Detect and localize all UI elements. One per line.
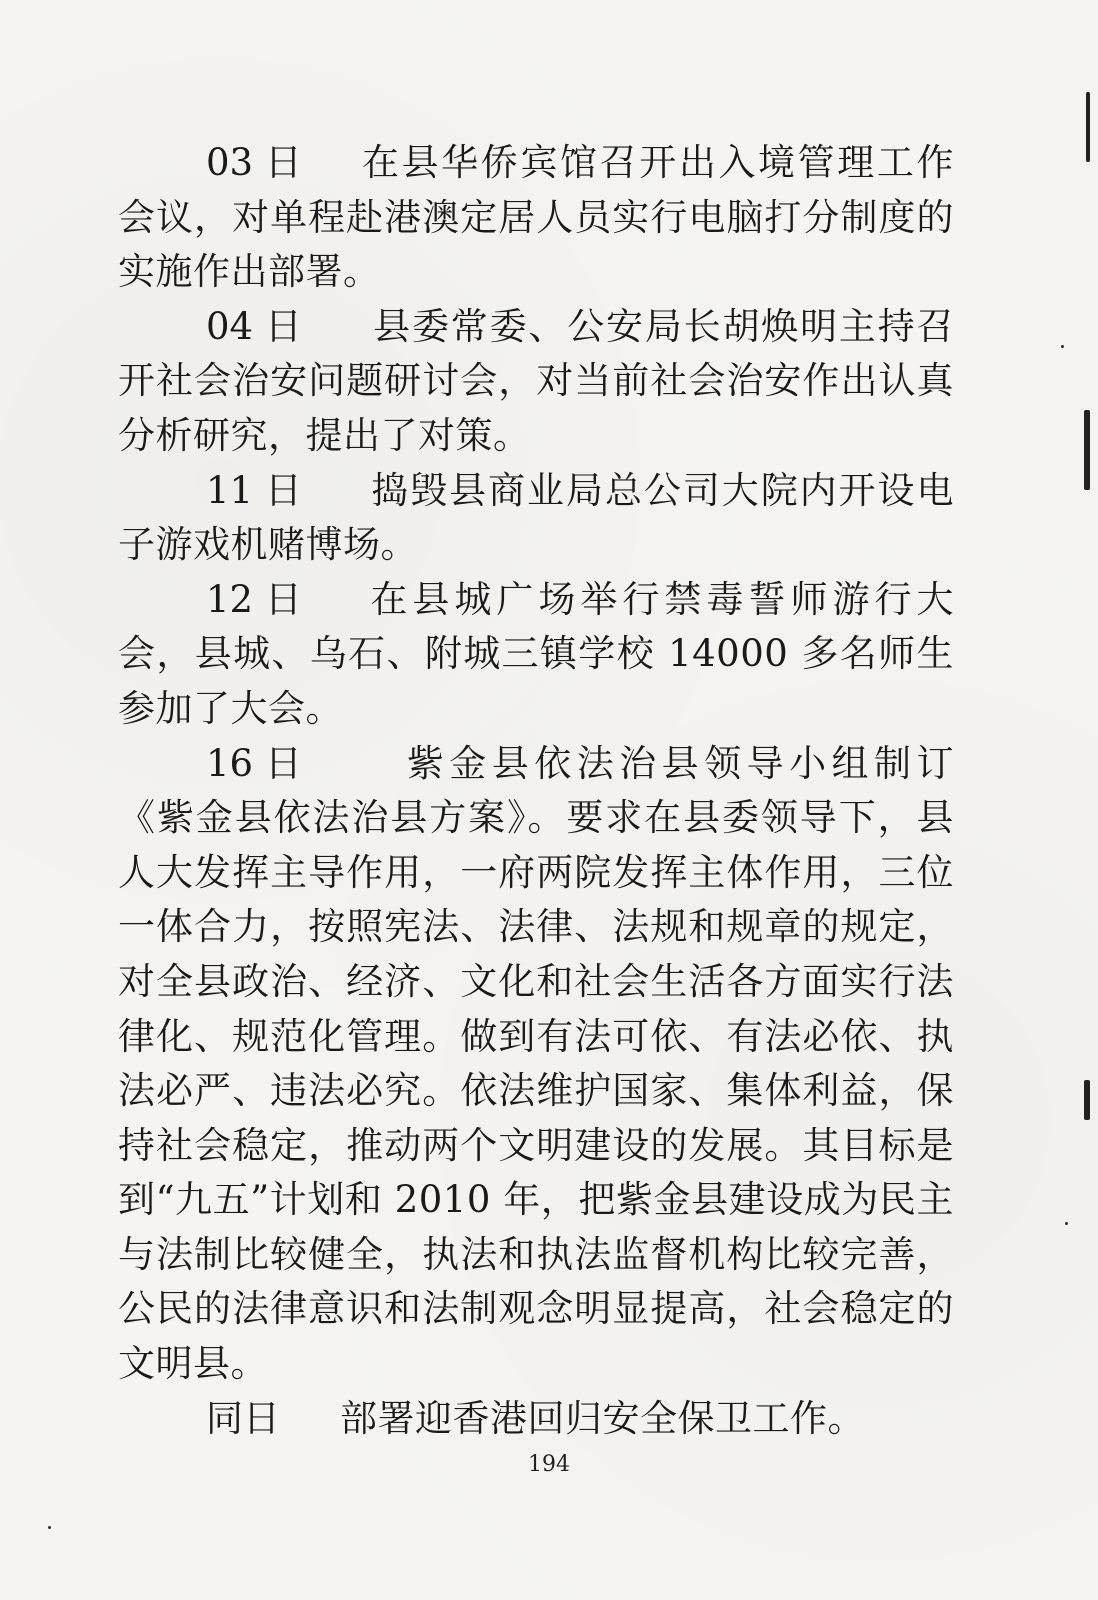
entry-date: 12 日	[206, 577, 302, 621]
scan-speck	[48, 1526, 51, 1529]
scan-edge-mark	[1086, 92, 1090, 162]
entry-11	[118, 464, 954, 573]
scan-edge-mark	[1084, 410, 1090, 490]
entry-text: 紫金县依法治县领导小组制订《紫金县依法治县方案》。要求在县委领导下，县人大发挥主导作用，一府两院发挥主体作用，三位一体合力，按照宪法、法律、法规和规章的规定，对全县政治、经济、文化和社会生活各方面实行法律化、规范化管理。做到有法可依、有法必依、执法必严、违法必究。依法维护国家、集体利益，保持社会稳定，推动两个文明建设的发展。其目标是到“九五”计划和 2010 年，把紫金县建设成为民主与法制比较健全，执法和执法监督机构比较完善，公民的法律意识和法制观念明显提高，社会稳定的文明县。	[118, 741, 954, 1386]
scan-edge-mark	[1084, 1080, 1090, 1120]
scan-speck	[1065, 1222, 1068, 1225]
chronicle-text	[118, 136, 954, 1446]
page-number: 194	[528, 1452, 570, 1477]
entry-text: 捣毁县商业局总公司大院内开设电子游戏机赌博场。	[118, 468, 954, 567]
entry-date: 16 日	[206, 741, 302, 785]
scan-speck	[1061, 345, 1064, 348]
entry-16	[118, 737, 954, 1392]
entry-date: 同日	[206, 1396, 280, 1440]
entry-03	[118, 136, 954, 300]
entry-text: 部署迎香港回归安全保卫工作。	[340, 1396, 865, 1440]
entry-12	[118, 573, 954, 737]
entry-text: 在县城广场举行禁毒誓师游行大会，县城、乌石、附城三镇学校 14000 多名师生参加了大会。	[118, 577, 954, 730]
entry-date: 11 日	[206, 468, 302, 512]
entry-text: 在县华侨宾馆召开出入境管理工作会议，对单程赴港澳定居人员实行电脑打分制度的实施作出部署。	[118, 141, 954, 294]
entry-04	[118, 300, 954, 464]
entry-text: 县委常委、公安局长胡焕明主持召开社会治安问题研讨会，对当前社会治安作出认真分析研究，提出了对策。	[118, 304, 954, 457]
entry-date: 03 日	[206, 141, 302, 184]
entry-date: 04 日	[206, 304, 302, 348]
entry-same-day	[118, 1392, 954, 1447]
